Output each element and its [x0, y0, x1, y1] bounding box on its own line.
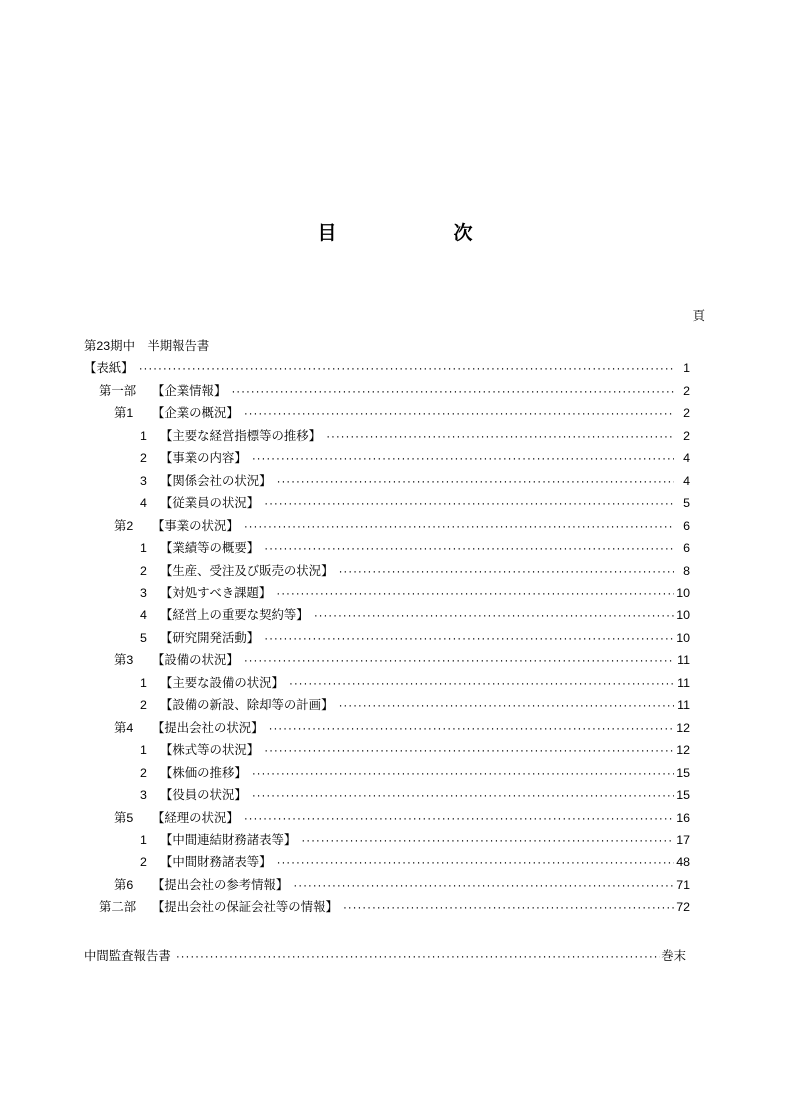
toc-entry [84, 537, 706, 559]
dotted-leader [176, 945, 660, 967]
toc-entry-page: 6 [683, 541, 690, 556]
dotted-leader [244, 807, 674, 829]
toc-entry-page: 11 [677, 675, 690, 690]
toc-entry-page: 10 [676, 585, 690, 600]
toc-entry-prefix: 3 [140, 585, 147, 600]
toc-entry-page: 1 [683, 361, 690, 376]
toc-heading-char-second: 次 [453, 223, 473, 244]
toc-entry-prefix: 第2 [114, 518, 134, 533]
dotted-leader [252, 762, 674, 784]
dotted-leader [326, 425, 674, 447]
dotted-leader [293, 874, 674, 896]
toc-entry-page: 8 [683, 563, 690, 578]
toc-entry-page: 4 [683, 473, 690, 488]
dotted-leader [139, 357, 674, 379]
toc-entry-title: 【関係会社の状況】 [160, 473, 272, 488]
dotted-leader [277, 851, 674, 873]
toc-entry-title: 【事業の状況】 [152, 518, 239, 533]
dotted-leader [264, 492, 674, 514]
dotted-leader [264, 627, 674, 649]
toc-entry [84, 515, 706, 537]
toc-entry-prefix: 5 [140, 630, 147, 645]
toc-entry-title: 【生産、受注及び販売の状況】 [160, 563, 334, 578]
dotted-leader [244, 649, 674, 671]
toc-entry [84, 649, 706, 671]
toc-entry [84, 604, 706, 626]
dotted-leader [252, 447, 674, 469]
toc-entry-title: 【研究開発活動】 [160, 630, 260, 645]
toc-entry-page: 6 [683, 518, 690, 533]
toc-entry-title: 【主要な経営指標等の推移】 [160, 428, 322, 443]
toc-entry-prefix: 2 [140, 451, 147, 466]
toc-entry-title: 【表紙】 [84, 361, 134, 376]
toc-entry [84, 784, 706, 806]
toc-entry-page: 2 [683, 406, 690, 421]
toc-entry-prefix: 1 [140, 832, 147, 847]
toc-entry-title: 【提出会社の状況】 [152, 720, 264, 735]
toc-entry-title: 【経営上の重要な契約等】 [160, 608, 309, 623]
toc-entry-prefix: 4 [140, 496, 147, 511]
toc-entry-audit-report [84, 945, 706, 967]
toc-list [84, 357, 706, 918]
dotted-leader [301, 829, 674, 851]
toc-entry-prefix: 3 [140, 473, 147, 488]
dotted-leader [289, 672, 674, 694]
toc-entry-page: 巻末 [661, 948, 686, 963]
toc-entry-title: 【設備の新設、除却等の計画】 [160, 698, 334, 713]
toc-entry-prefix: 1 [140, 428, 147, 443]
toc-entry-title: 【対処すべき課題】 [160, 585, 272, 600]
toc-entry [84, 807, 706, 829]
toc-entry [84, 896, 706, 918]
toc-entry-title: 【中間連結財務諸表等】 [160, 832, 297, 847]
toc-entry-title: 【業績等の概要】 [160, 541, 260, 556]
toc-entry-page: 4 [683, 451, 690, 466]
toc-entry-page: 15 [676, 765, 690, 780]
dotted-leader [276, 582, 674, 604]
toc-entry [84, 739, 706, 761]
toc-entry [84, 447, 706, 469]
toc-entry-prefix: 4 [140, 608, 147, 623]
toc-entry-title: 【株価の推移】 [160, 765, 247, 780]
toc-entry-title: 【中間財務諸表等】 [160, 855, 272, 870]
toc-entry-page: 12 [676, 720, 690, 735]
toc-entry-prefix: 1 [140, 541, 147, 556]
toc-entry [84, 627, 706, 649]
dotted-leader [264, 739, 674, 761]
dotted-leader [231, 380, 674, 402]
toc-entry-title: 【役員の状況】 [160, 788, 247, 803]
toc-entry-title: 中間監査報告書 [84, 948, 171, 963]
toc-entry-page: 71 [676, 877, 690, 892]
toc-entry-page: 12 [676, 743, 690, 758]
toc-entry-page: 5 [683, 496, 690, 511]
dotted-leader [244, 515, 674, 537]
toc-entry-prefix: 2 [140, 563, 147, 578]
toc-entry-prefix: 2 [140, 698, 147, 713]
toc-entry-page: 11 [677, 698, 690, 713]
toc-entry-title: 【提出会社の参考情報】 [152, 877, 289, 892]
toc-entry-title: 【企業情報】 [152, 383, 227, 398]
toc-entry-title: 【主要な設備の状況】 [160, 675, 284, 690]
toc-entry-page: 48 [676, 855, 690, 870]
toc-entry-prefix: 第4 [114, 720, 134, 735]
toc-entry [84, 357, 706, 379]
toc-entry-prefix: 第3 [114, 653, 134, 668]
toc-entry-page: 72 [676, 900, 690, 915]
dotted-leader [343, 896, 674, 918]
report-title: 第23期中 半期報告書 [84, 339, 210, 353]
toc-entry-page: 10 [676, 608, 690, 623]
toc-entry-prefix: 1 [140, 743, 147, 758]
toc-entry-page: 10 [676, 630, 690, 645]
dotted-leader [269, 717, 674, 739]
toc-entry [84, 851, 706, 873]
toc-entry-page: 15 [676, 788, 690, 803]
toc-entry-prefix: 2 [140, 765, 147, 780]
toc-entry-title: 【提出会社の保証会社等の情報】 [152, 900, 338, 915]
toc-entry [84, 560, 706, 582]
dotted-leader [338, 694, 674, 716]
dotted-leader [244, 402, 674, 424]
dotted-leader [338, 560, 674, 582]
toc-entry [84, 762, 706, 784]
toc-entry-page: 11 [677, 653, 690, 668]
toc-entry-page: 17 [676, 832, 690, 847]
dotted-leader [264, 537, 674, 559]
dotted-leader [252, 784, 674, 806]
toc-entry-prefix: 第二部 [99, 900, 137, 915]
dotted-leader [277, 470, 674, 492]
toc-entry [84, 717, 706, 739]
toc-entry [84, 874, 706, 896]
toc-entry [84, 492, 706, 514]
dotted-leader [314, 604, 674, 626]
toc-entry-prefix: 1 [140, 675, 147, 690]
toc-entry-title: 【事業の内容】 [160, 451, 247, 466]
toc-entry [84, 425, 706, 447]
toc-entry-page: 2 [683, 383, 690, 398]
toc-entry [84, 672, 706, 694]
toc-entry-prefix: 第一部 [99, 383, 137, 398]
toc-entry [84, 380, 706, 402]
toc-entry [84, 470, 706, 492]
toc-entry [84, 582, 706, 604]
toc-entry [84, 829, 706, 851]
toc-entry-title: 【企業の概況】 [152, 406, 239, 421]
page-column-header: 頁 [692, 309, 705, 323]
toc-entry-title: 【経理の状況】 [152, 810, 239, 825]
toc-entry-title: 【株式等の状況】 [160, 743, 260, 758]
toc-heading [84, 223, 706, 245]
toc-entry-prefix: 第1 [114, 406, 134, 421]
toc-entry-page: 16 [676, 810, 690, 825]
toc-entry [84, 694, 706, 716]
toc-entry-prefix: 第6 [114, 877, 134, 892]
toc-entry-page: 2 [683, 428, 690, 443]
toc-entry [84, 402, 706, 424]
toc-entry-title: 【従業員の状況】 [160, 496, 260, 511]
toc-heading-char-first: 目 [317, 223, 337, 244]
toc-entry-prefix: 2 [140, 855, 147, 870]
toc-entry-title: 【設備の状況】 [152, 653, 239, 668]
toc-entry-prefix: 第5 [114, 810, 134, 825]
toc-entry-prefix: 3 [140, 788, 147, 803]
